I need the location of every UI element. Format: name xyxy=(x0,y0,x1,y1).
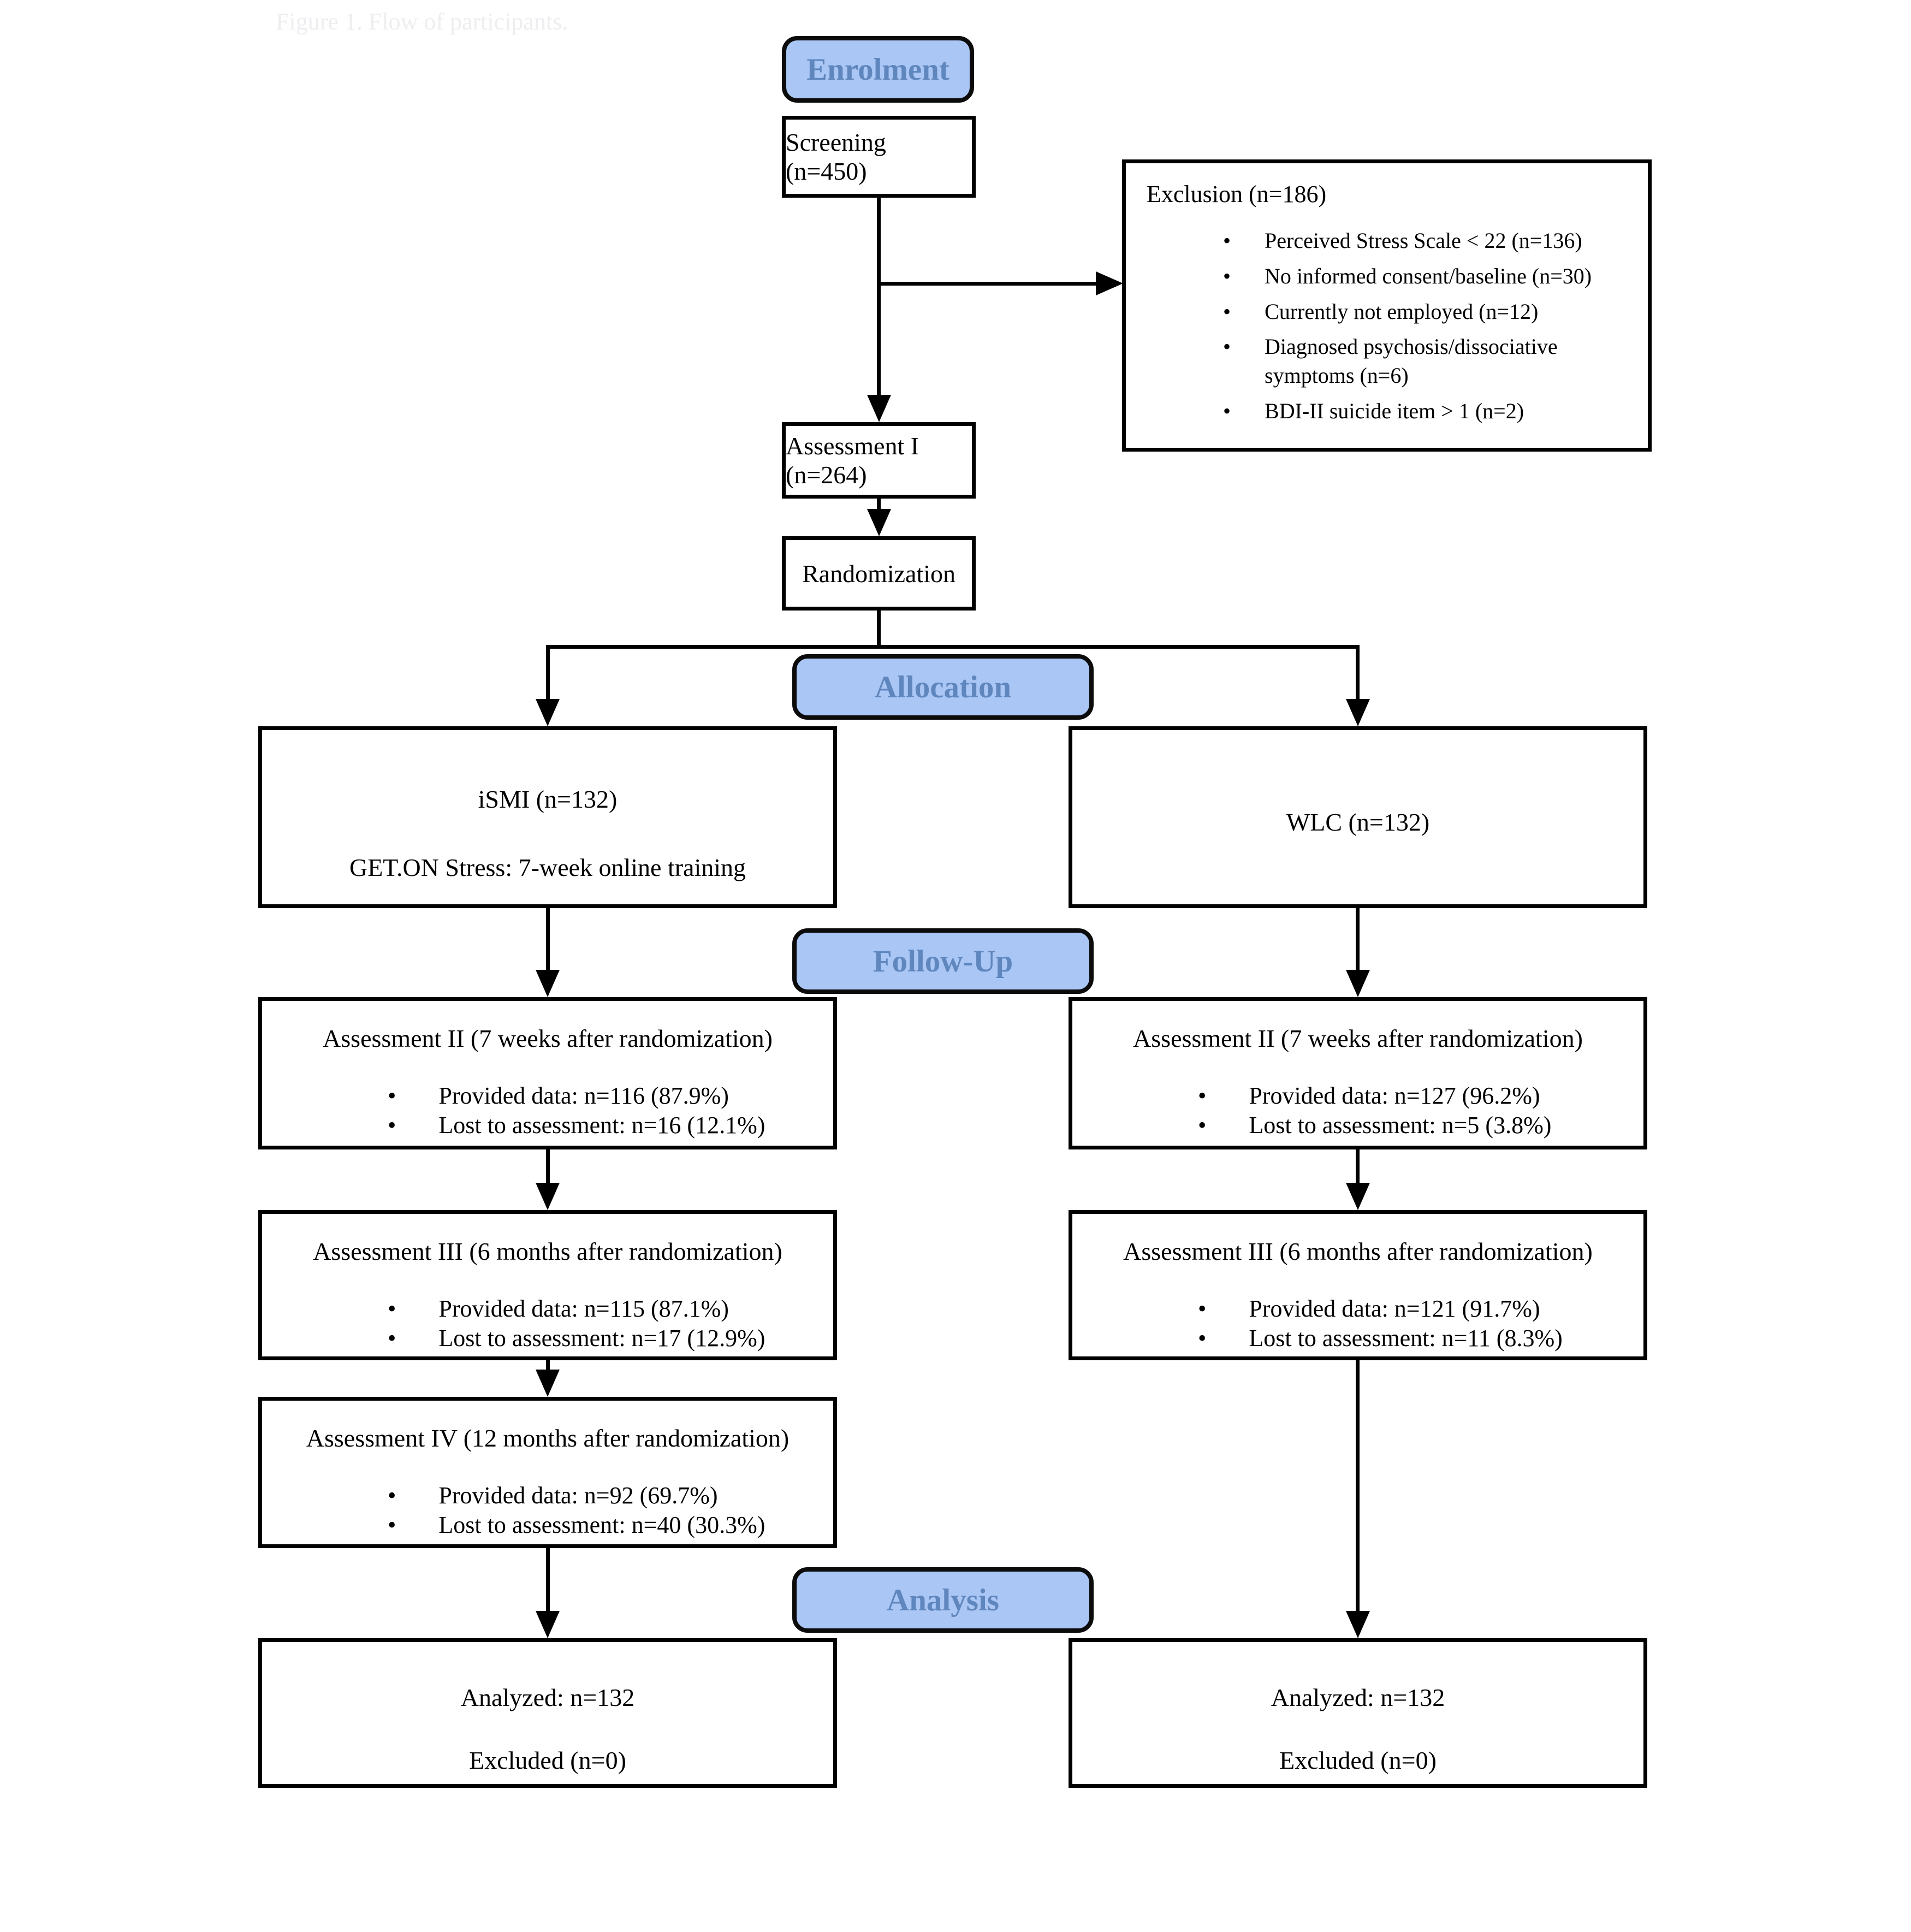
bullet-text: Lost to assessment: n=16 (12.1%) xyxy=(438,1111,765,1139)
line-allocation-branch xyxy=(546,645,1360,649)
arrowhead-to-assessment1 xyxy=(867,395,891,422)
line-to-exclusion xyxy=(879,282,1096,286)
bullet-text: Provided data: n=115 (87.1%) xyxy=(438,1295,729,1322)
line-ismi-to-assessment2 xyxy=(546,908,550,970)
assessment2-ismi-box xyxy=(258,997,837,1149)
bullet-marker: • xyxy=(1223,399,1231,424)
bullet-marker: • xyxy=(1198,1082,1207,1109)
arrowhead-wlc-assessment3 xyxy=(1346,1183,1370,1210)
line-screening-to-assessment1 xyxy=(877,198,881,395)
bullet-marker: • xyxy=(1223,299,1231,324)
line-assessment1-to-randomization xyxy=(877,499,881,509)
bullet-item xyxy=(1223,262,1635,291)
assessment1-box xyxy=(782,422,976,499)
bullet-marker: • xyxy=(1223,334,1231,359)
randomization-box xyxy=(782,536,976,611)
assessment2-ismi-title: Assessment II (7 weeks after randomization) xyxy=(323,1024,773,1052)
assessment4-ismi-title: Assessment IV (12 months after randomization) xyxy=(306,1424,790,1452)
line-ismi-to-assessment3 xyxy=(546,1149,550,1183)
exclusion-item-text: Currently not employed (n=12) xyxy=(1265,299,1539,324)
line-ismi-to-assessment4 xyxy=(546,1360,550,1370)
screening-box xyxy=(782,116,976,198)
arrowhead-wlc-assessment2 xyxy=(1346,970,1370,997)
bullet-item xyxy=(388,1081,833,1111)
assessment3-ismi-title: Assessment III (6 months after randomization) xyxy=(313,1237,782,1265)
assessment2-wlc-list xyxy=(1198,1081,1643,1140)
assessment2-wlc-box xyxy=(1069,997,1647,1149)
bullet-marker: • xyxy=(388,1511,396,1538)
arrowhead-ismi-assessment2 xyxy=(536,970,560,997)
bullet-text: Lost to assessment: n=5 (3.8%) xyxy=(1249,1111,1552,1139)
arrowhead-to-randomization xyxy=(867,509,891,536)
bullet-item xyxy=(388,1111,833,1140)
arrowhead-to-ismi xyxy=(536,699,560,726)
assessment3-wlc-title: Assessment III (6 months after randomization) xyxy=(1123,1237,1593,1265)
analyzed-wlc-box xyxy=(1069,1638,1647,1788)
bullet-item xyxy=(388,1481,833,1510)
allocation-ismi-subtitle: GET.ON Stress: 7-week online training xyxy=(349,854,746,881)
bullet-item xyxy=(388,1510,833,1540)
assessment1-text: Assessment I (n=264) xyxy=(786,432,919,489)
bullet-item xyxy=(1223,333,1635,390)
allocation-wlc-box xyxy=(1069,726,1647,908)
exclusion-list xyxy=(1223,227,1635,426)
line-branch-to-ismi xyxy=(546,645,550,699)
bullet-text: Provided data: n=121 (91.7%) xyxy=(1249,1295,1540,1322)
bullet-marker: • xyxy=(1223,228,1231,253)
bullet-text: Lost to assessment: n=17 (12.9%) xyxy=(438,1324,765,1352)
stage-label-follow-up: Follow-Up xyxy=(792,928,1094,994)
assessment4-ismi-box xyxy=(258,1397,837,1548)
bullet-item xyxy=(1223,298,1635,327)
analyzed-ismi-box xyxy=(258,1638,837,1788)
bullet-marker: • xyxy=(388,1295,396,1322)
bullet-item xyxy=(388,1324,833,1353)
exclusion-item-text: BDI-II suicide item > 1 (n=2) xyxy=(1265,399,1524,424)
allocation-ismi-title: iSMI (n=132) xyxy=(478,785,618,813)
arrowhead-wlc-analyzed xyxy=(1346,1611,1370,1638)
assessment3-ismi-box xyxy=(258,1210,837,1360)
randomization-text: Randomization xyxy=(802,559,956,588)
bullet-item xyxy=(1223,227,1635,256)
bullet-marker: • xyxy=(1198,1324,1207,1352)
allocation-wlc-title: WLC (n=132) xyxy=(1286,808,1430,836)
figure-caption: Figure 1. Flow of participants. xyxy=(276,8,568,35)
bullet-marker: • xyxy=(388,1111,396,1139)
assessment4-ismi-list xyxy=(388,1481,833,1539)
bullet-marker: • xyxy=(388,1481,396,1509)
bullet-text: Provided data: n=127 (96.2%) xyxy=(1249,1082,1540,1109)
line-randomization-down xyxy=(877,611,881,647)
bullet-marker: • xyxy=(1223,263,1231,288)
bullet-text: Lost to assessment: n=40 (30.3%) xyxy=(438,1511,765,1538)
bullet-item xyxy=(1198,1294,1643,1324)
assessment2-ismi-list xyxy=(388,1081,833,1140)
bullet-marker: • xyxy=(388,1324,396,1352)
arrowhead-ismi-assessment4 xyxy=(536,1370,560,1397)
allocation-ismi-box xyxy=(258,726,837,908)
excluded-ismi-text: Excluded (n=0) xyxy=(469,1746,626,1774)
assessment3-wlc-list xyxy=(1198,1294,1643,1353)
bullet-marker: • xyxy=(1198,1111,1207,1139)
line-ismi-to-analyzed xyxy=(546,1548,550,1611)
assessment3-wlc-box xyxy=(1069,1210,1647,1360)
line-wlc-to-assessment2 xyxy=(1356,908,1360,970)
arrowhead-to-wlc xyxy=(1346,699,1370,726)
exclusion-box xyxy=(1122,159,1652,452)
bullet-text: Lost to assessment: n=11 (8.3%) xyxy=(1249,1324,1563,1352)
screening-text: Screening (n=450) xyxy=(786,128,886,185)
exclusion-item-text: No informed consent/baseline (n=30) xyxy=(1265,263,1592,288)
bullet-marker: • xyxy=(1198,1295,1207,1322)
bullet-item xyxy=(1198,1081,1643,1111)
assessment3-ismi-list xyxy=(388,1294,833,1353)
arrowhead-to-exclusion xyxy=(1096,271,1123,295)
line-branch-to-wlc xyxy=(1356,645,1360,699)
arrowhead-ismi-analyzed xyxy=(536,1611,560,1638)
bullet-marker: • xyxy=(388,1082,396,1109)
excluded-wlc-text: Excluded (n=0) xyxy=(1279,1746,1437,1774)
bullet-item xyxy=(1198,1111,1643,1140)
stage-label-allocation: Allocation xyxy=(792,654,1094,720)
bullet-item xyxy=(1198,1324,1643,1353)
stage-label-enrolment: Enrolment xyxy=(782,36,974,103)
analyzed-wlc-text: Analyzed: n=132 xyxy=(1271,1684,1445,1711)
exclusion-title: Exclusion (n=186) xyxy=(1147,181,1327,208)
line-wlc-to-analyzed xyxy=(1356,1360,1360,1611)
assessment2-wlc-title: Assessment II (7 weeks after randomization) xyxy=(1133,1024,1583,1052)
arrowhead-ismi-assessment3 xyxy=(536,1183,560,1210)
bullet-text: Provided data: n=92 (69.7%) xyxy=(438,1481,718,1509)
bullet-text: Provided data: n=116 (87.9%) xyxy=(438,1082,729,1109)
exclusion-item-text: Perceived Stress Scale < 22 (n=136) xyxy=(1265,228,1582,253)
line-wlc-to-assessment3 xyxy=(1356,1149,1360,1183)
bullet-item xyxy=(388,1294,833,1324)
exclusion-item-text: Diagnosed psychosis/dissociative symptoms (n=6) xyxy=(1265,334,1558,388)
bullet-item xyxy=(1223,397,1635,426)
stage-label-analysis: Analysis xyxy=(792,1567,1094,1633)
analyzed-ismi-text: Analyzed: n=132 xyxy=(460,1684,635,1711)
